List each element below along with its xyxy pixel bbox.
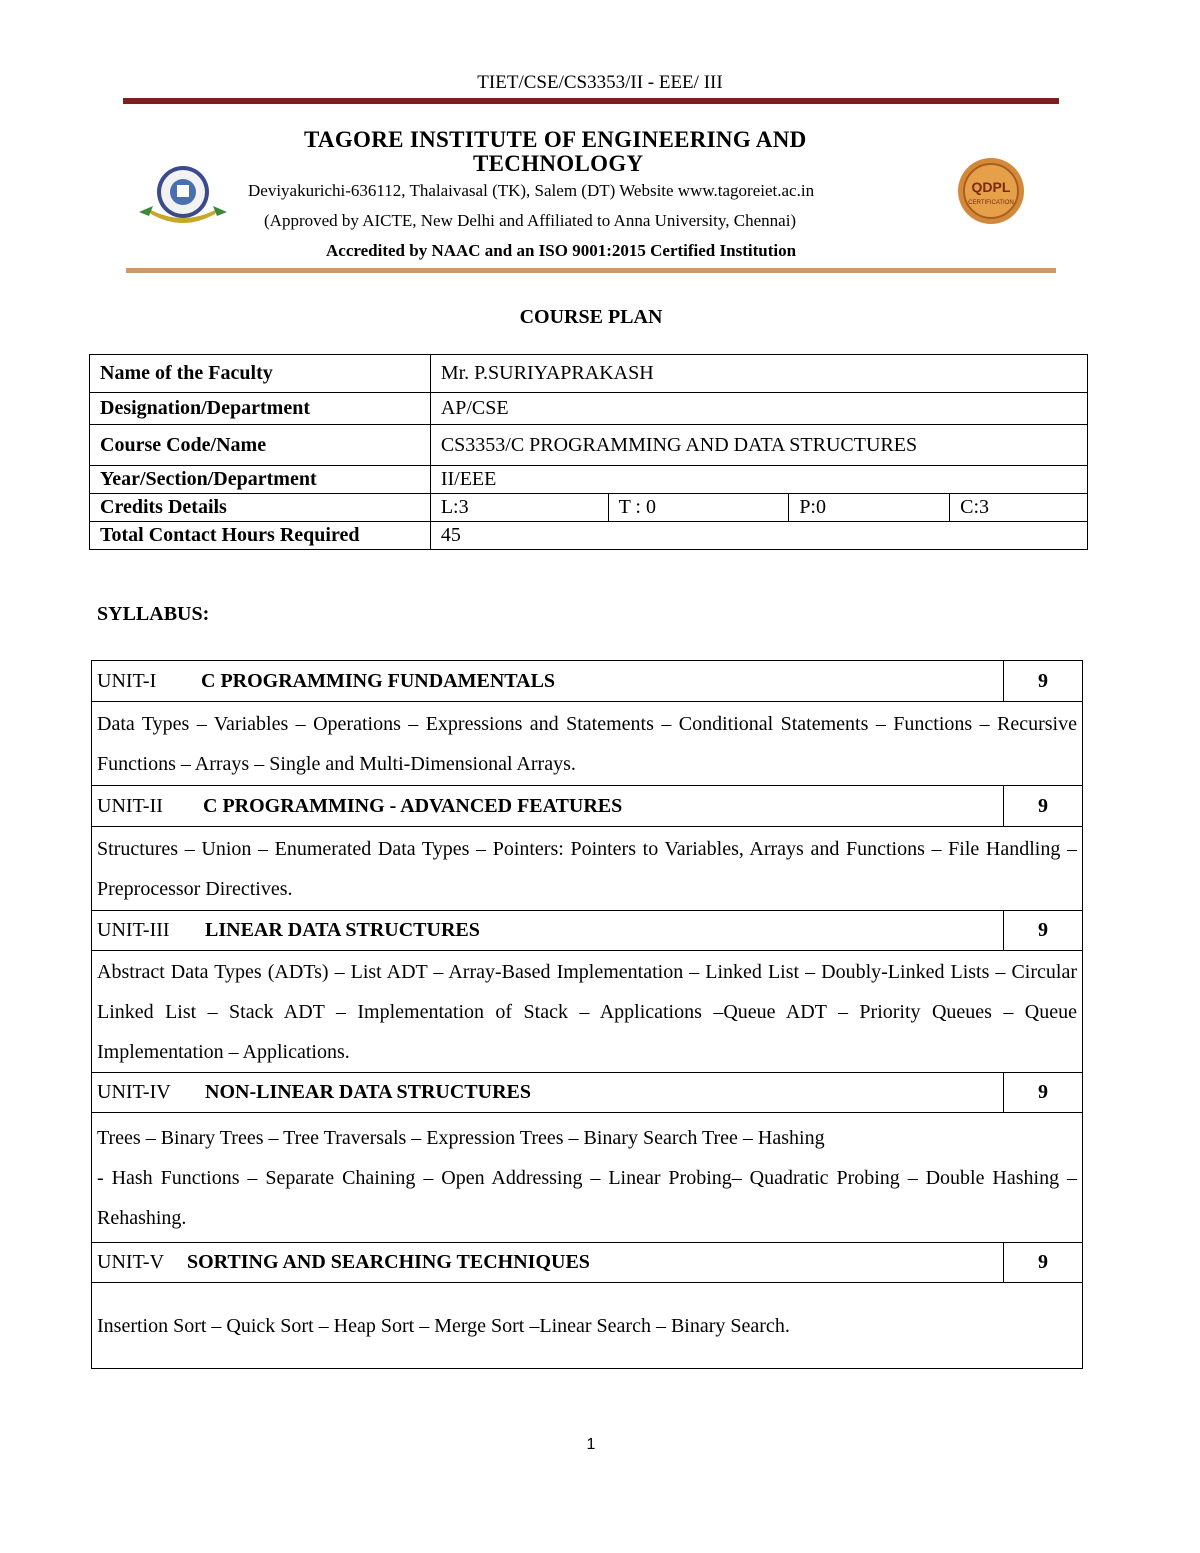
table-row bbox=[90, 393, 1088, 425]
syllabus-table bbox=[91, 660, 1083, 1369]
course-plan-title: COURSE PLAN bbox=[519, 306, 663, 328]
seal-text: QDPL bbox=[971, 179, 1011, 195]
unit-header-row bbox=[92, 911, 1083, 951]
unit-code: UNIT-II bbox=[97, 794, 163, 817]
header-rule-top bbox=[123, 98, 1059, 104]
unit-content bbox=[92, 1113, 1083, 1243]
credits-p: P:0 bbox=[789, 494, 950, 522]
course-label: Course Code/Name bbox=[90, 425, 431, 466]
unit-title: C PROGRAMMING FUNDAMENTALS bbox=[201, 669, 556, 692]
syllabus-label: SYLLABUS: bbox=[97, 603, 210, 625]
header-rule-bottom bbox=[126, 268, 1056, 273]
unit-content: Structures – Union – Enumerated Data Types – Pointers: Pointers to Variables, Arrays and Functions – File Handling – Preprocessor Directives. bbox=[92, 827, 1083, 911]
unit-content-line: - Hash Functions – Separate Chaining – Open Addressing – Linear Probing– Quadratic Probing – Double Hashing – Rehashing. bbox=[97, 1166, 1077, 1229]
unit-content-row bbox=[92, 702, 1083, 786]
credits-l: L:3 bbox=[430, 494, 608, 522]
unit-content: Insertion Sort – Quick Sort – Heap Sort – Merge Sort –Linear Search – Binary Search. bbox=[92, 1283, 1083, 1369]
unit-header-row bbox=[92, 1243, 1083, 1283]
table-row bbox=[90, 355, 1088, 393]
table-row bbox=[90, 425, 1088, 466]
course-info-table bbox=[89, 354, 1088, 550]
letterhead bbox=[248, 128, 928, 266]
unit-hours: 9 bbox=[1004, 1243, 1083, 1283]
unit-heading bbox=[92, 786, 1004, 827]
certification-seal-icon bbox=[946, 156, 1036, 226]
unit-header-row bbox=[92, 661, 1083, 702]
table-row bbox=[90, 466, 1088, 494]
unit-hours: 9 bbox=[1004, 786, 1083, 827]
year-label: Year/Section/Department bbox=[90, 466, 431, 494]
unit-title: LINEAR DATA STRUCTURES bbox=[205, 919, 480, 941]
unit-code: UNIT-IV bbox=[97, 1081, 171, 1103]
unit-hours: 9 bbox=[1004, 1073, 1083, 1113]
unit-heading bbox=[92, 1073, 1004, 1113]
institution-name: TAGORE INSTITUTE OF ENGINEERING AND bbox=[304, 127, 807, 152]
unit-header-row bbox=[92, 786, 1083, 827]
unit-heading bbox=[92, 911, 1004, 951]
faculty-value: Mr. P.SURIYAPRAKASH bbox=[430, 355, 1087, 393]
unit-content: Data Types – Variables – Operations – Expressions and Statements – Conditional Statements – Functions – Recursive Functions – Arrays – Single and Multi-Dimensional Arrays. bbox=[92, 702, 1083, 786]
unit-content-row bbox=[92, 1283, 1083, 1369]
unit-code: UNIT-V bbox=[97, 1251, 165, 1273]
unit-content-line: Trees – Binary Trees – Tree Traversals – Expression Trees – Binary Search Tree – Hashing bbox=[97, 1126, 825, 1149]
unit-hours: 9 bbox=[1004, 911, 1083, 951]
unit-heading bbox=[92, 661, 1004, 702]
unit-code: UNIT-I bbox=[97, 669, 157, 692]
unit-content-row bbox=[92, 1113, 1083, 1243]
designation-value: AP/CSE bbox=[430, 393, 1087, 425]
seal-subtext: CERTIFICATION bbox=[968, 200, 1014, 206]
institution-logo-icon bbox=[135, 162, 231, 226]
credits-label: Credits Details bbox=[90, 494, 431, 522]
credits-t: T : 0 bbox=[608, 494, 789, 522]
unit-hours: 9 bbox=[1004, 661, 1083, 702]
institution-approval: (Approved by AICTE, New Delhi and Affiliated to Anna University, Chennai) bbox=[264, 211, 797, 230]
table-row bbox=[90, 522, 1088, 550]
running-header: TIET/CSE/CS3353/II - EEE/ III bbox=[477, 72, 723, 93]
table-row bbox=[90, 494, 1088, 522]
institution-address: Deviyakurichi-636112, Thalaivasal (TK), Salem (DT) Website www.tagoreiet.ac.in bbox=[248, 181, 815, 200]
institution-name-line2: TECHNOLOGY bbox=[473, 151, 644, 176]
unit-code: UNIT-III bbox=[97, 919, 170, 941]
unit-content: Abstract Data Types (ADTs) – List ADT – Array-Based Implementation – Linked List – Doubly-Linked Lists – Circular Linked List – Stack ADT – Implementation of Stack – Applications –Queue ADT – Priority Queues – Queue Implementation – Applications. bbox=[92, 951, 1083, 1073]
faculty-label: Name of the Faculty bbox=[90, 355, 431, 393]
credits-c: C:3 bbox=[950, 494, 1088, 522]
unit-title: NON-LINEAR DATA STRUCTURES bbox=[205, 1081, 531, 1103]
year-value: II/EEE bbox=[430, 466, 1087, 494]
unit-title: C PROGRAMMING - ADVANCED FEATURES bbox=[203, 794, 623, 817]
unit-header-row bbox=[92, 1073, 1083, 1113]
course-value: CS3353/C PROGRAMMING AND DATA STRUCTURES bbox=[430, 425, 1087, 466]
unit-title: SORTING AND SEARCHING TECHNIQUES bbox=[187, 1251, 590, 1273]
page-number: 1 bbox=[586, 1436, 596, 1453]
institution-accreditation: Accredited by NAAC and an ISO 9001:2015 Certified Institution bbox=[326, 241, 797, 260]
unit-content-row bbox=[92, 827, 1083, 911]
designation-label: Designation/Department bbox=[90, 393, 431, 425]
hours-label: Total Contact Hours Required bbox=[90, 522, 431, 550]
hours-value: 45 bbox=[430, 522, 1087, 550]
unit-heading bbox=[92, 1243, 1004, 1283]
unit-content-row bbox=[92, 951, 1083, 1073]
